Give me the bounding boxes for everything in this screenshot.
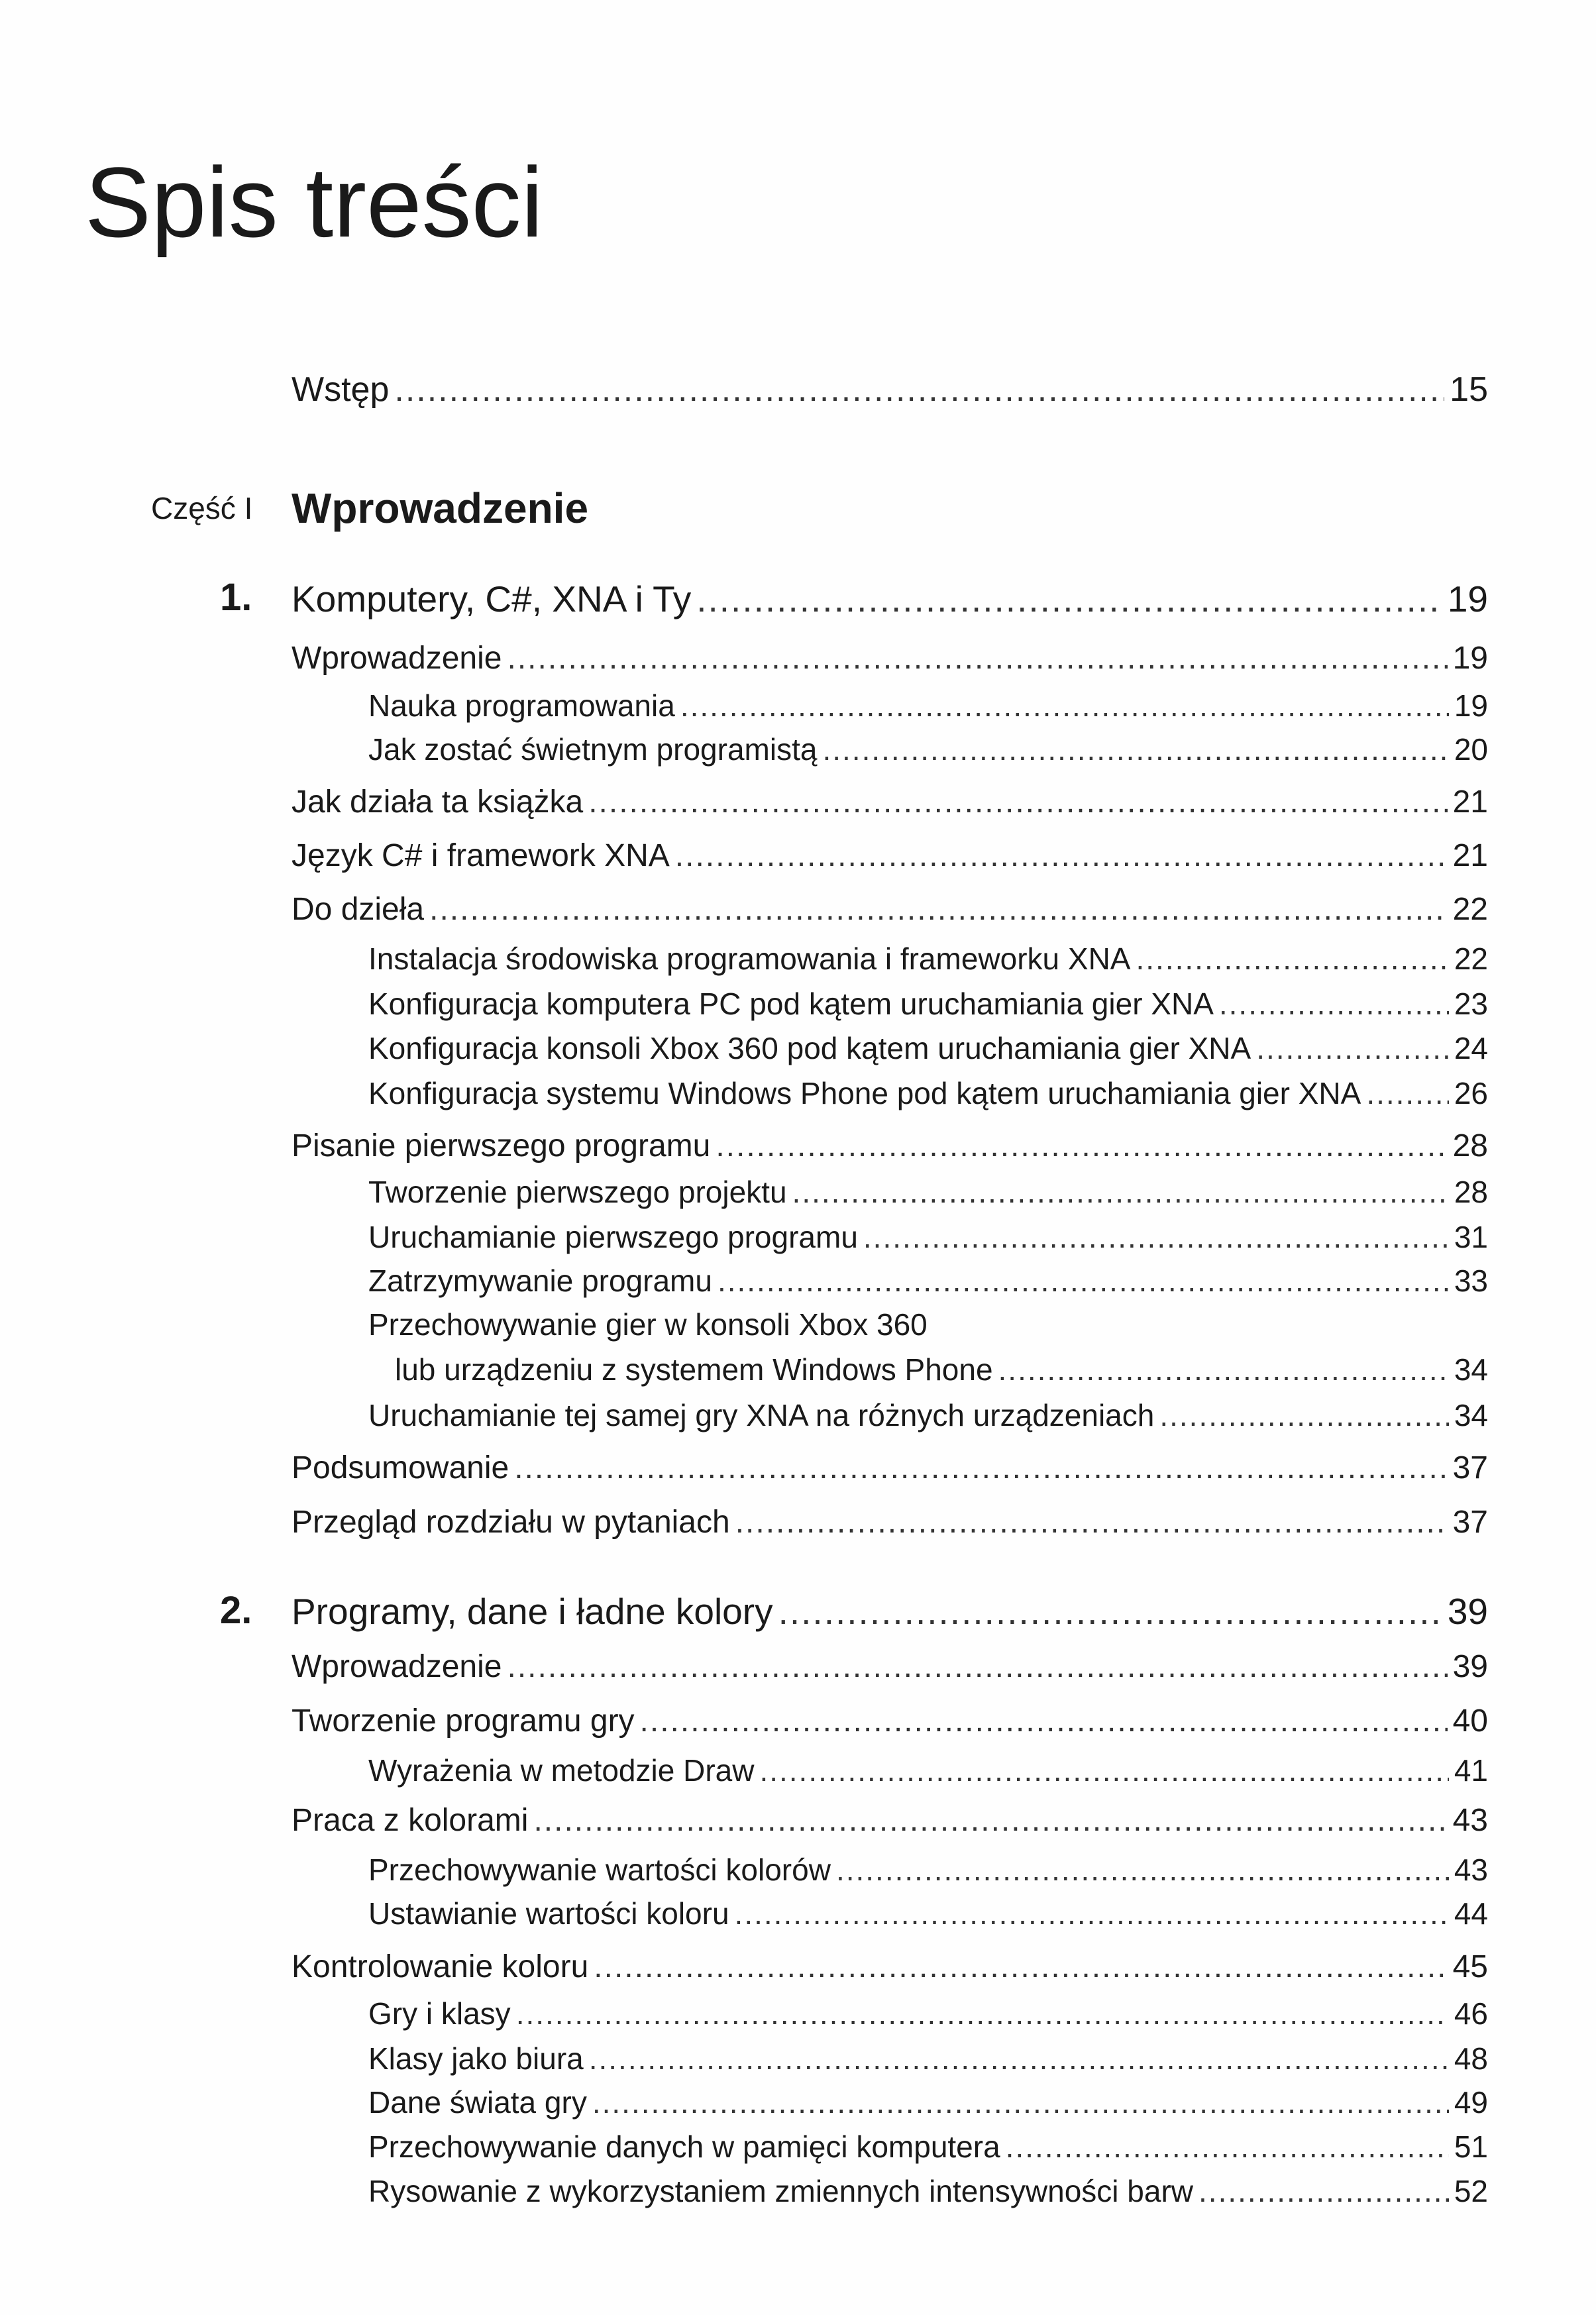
toc-page-number: 39: [1452, 1649, 1488, 1684]
leader-dots: [863, 1219, 1449, 1255]
toc-entry: [292, 837, 1488, 874]
leader-dots: [735, 1896, 1449, 1931]
chapter-number: 2.: [220, 1589, 252, 1632]
leader-dots: [675, 837, 1448, 874]
toc-label: Zatrzymywanie programu: [368, 1264, 712, 1298]
leader-dots: [759, 1752, 1448, 1788]
toc-page-number: 34: [1454, 1398, 1488, 1432]
toc-entry: [292, 1802, 1488, 1839]
toc-label: Przechowywanie danych w pamięci komputera: [368, 2129, 1000, 2164]
toc-page-number: 39: [1447, 1591, 1488, 1632]
part-label: Część I: [151, 491, 253, 525]
leader-dots: [998, 1352, 1449, 1387]
toc-page-number: 21: [1452, 838, 1488, 873]
toc-page-number: 24: [1454, 1031, 1488, 1065]
toc-page-number: 51: [1454, 2129, 1488, 2164]
leader-dots: [778, 1590, 1442, 1633]
leader-dots: [1006, 2129, 1449, 2165]
toc-label: Język C# i framework XNA: [292, 838, 670, 873]
toc-label: Do dzieła: [292, 892, 425, 927]
toc-label: Dane świata gry: [368, 2085, 587, 2120]
toc-page-number: 31: [1454, 1220, 1488, 1254]
toc-label: Instalacja środowiska programowania i frameworku XNA: [368, 942, 1131, 976]
toc-entry: [292, 891, 1488, 928]
toc-label: lub urządzeniu z systemem Windows Phone: [395, 1352, 993, 1387]
toc-entry: [292, 1648, 1488, 1685]
leader-dots: [1219, 986, 1449, 1022]
toc-label: Przechowywanie gier w konsoli Xbox 360: [368, 1307, 928, 1342]
toc-entry-front: [292, 370, 1488, 409]
toc-entry: [368, 1263, 1488, 1299]
leader-dots: [836, 1852, 1449, 1888]
toc-page-number: 37: [1452, 1505, 1488, 1540]
toc-page-number: 26: [1454, 1076, 1488, 1110]
toc-page-number: 34: [1454, 1352, 1488, 1387]
toc-label: Przechowywanie wartości kolorów: [368, 1853, 831, 1887]
chapter-title: Programy, dane i ładne kolory: [292, 1591, 773, 1632]
toc-entry: [368, 986, 1488, 1022]
toc-label: Tworzenie programu gry: [292, 1703, 635, 1739]
toc-page-number: 52: [1454, 2174, 1488, 2208]
toc-label: Konfiguracja komputera PC pod kątem uruchamiania gier XNA: [368, 987, 1214, 1021]
toc-entry: [395, 1352, 1488, 1387]
toc-entry: [368, 1075, 1488, 1111]
leader-dots: [1366, 1075, 1449, 1111]
leader-dots: [822, 731, 1448, 767]
toc-page-number: 37: [1452, 1450, 1488, 1485]
toc-entry: [368, 688, 1488, 724]
toc-entry: [292, 1450, 1488, 1486]
toc-entry: [368, 1219, 1488, 1255]
toc-page-number: 21: [1452, 784, 1488, 820]
chapter-title: Komputery, C#, XNA i Ty: [292, 578, 692, 619]
toc-entry: [368, 731, 1488, 767]
toc-entry: [368, 2084, 1488, 2120]
toc-label: Przegląd rozdziału w pytaniach: [292, 1505, 730, 1540]
toc-label: Praca z kolorami: [292, 1803, 529, 1838]
toc-label: Kontrolowanie koloru: [292, 1949, 589, 1984]
leader-dots: [1136, 941, 1448, 977]
leader-dots: [514, 1450, 1447, 1486]
toc-page-number: 20: [1454, 732, 1488, 767]
toc-page-number: 19: [1447, 578, 1488, 619]
toc-entry: [368, 2129, 1488, 2165]
leader-dots: [533, 1802, 1447, 1839]
toc-page-number: 44: [1454, 1896, 1488, 1931]
toc-entry: [368, 1896, 1488, 1931]
toc-page-number: 43: [1452, 1803, 1488, 1838]
leader-dots: [718, 1263, 1449, 1299]
toc-page-number: 22: [1454, 942, 1488, 976]
toc-entry: [368, 1852, 1488, 1888]
toc-label: Konfiguracja konsoli Xbox 360 pod kątem uruchamiania gier XNA: [368, 1031, 1251, 1065]
toc-entry: [368, 1397, 1488, 1433]
leader-dots: [594, 1949, 1447, 1985]
toc-label: Uruchamianie tej samej gry XNA na różnych urządzeniach: [368, 1398, 1155, 1432]
toc-entry: [292, 640, 1488, 676]
toc-page-number: 23: [1454, 987, 1488, 1021]
leader-dots: [1256, 1030, 1449, 1066]
toc-page-number: 28: [1452, 1128, 1488, 1163]
toc-page-number: 33: [1454, 1264, 1488, 1298]
leader-dots: [592, 2084, 1449, 2120]
leader-dots: [429, 891, 1448, 928]
toc-label: Gry i klasy: [368, 1996, 511, 2031]
toc-page-number: 45: [1452, 1949, 1488, 1984]
chapter-heading: [292, 1590, 1488, 1633]
toc-entry: [368, 1996, 1488, 2031]
chapter-heading: [292, 578, 1488, 620]
leader-dots: [716, 1128, 1447, 1164]
leader-dots: [680, 688, 1449, 724]
toc-page-number: 28: [1454, 1175, 1488, 1209]
toc-label: Podsumowanie: [292, 1450, 509, 1485]
toc-label: Wyrażenia w metodzie Draw: [368, 1753, 755, 1788]
leader-dots: [588, 784, 1447, 820]
toc-entry: [292, 1703, 1488, 1739]
toc-label: Jak zostać świetnym programistą: [368, 732, 818, 767]
leader-dots: [735, 1504, 1448, 1540]
toc-page-number: 43: [1454, 1853, 1488, 1887]
toc-page-number: 48: [1454, 2041, 1488, 2076]
toc-entry: [368, 2173, 1488, 2209]
toc-entry: [292, 1504, 1488, 1540]
leader-dots: [792, 1174, 1449, 1210]
toc-page-number: 22: [1452, 892, 1488, 927]
toc-label: Wprowadzenie: [292, 641, 502, 676]
leader-dots: [1159, 1397, 1448, 1433]
toc-page-number: 19: [1452, 641, 1488, 676]
toc-label: Rysowanie z wykorzystaniem zmiennych intensywności barw: [368, 2174, 1194, 2208]
toc-entry: [292, 1949, 1488, 1985]
toc-entry: [368, 941, 1488, 977]
toc-entry: [292, 1128, 1488, 1164]
leader-dots: [696, 578, 1442, 620]
toc-page-number: 19: [1454, 688, 1488, 723]
toc-label: Tworzenie pierwszego projektu: [368, 1175, 787, 1209]
toc-label: Klasy jako biura: [368, 2041, 584, 2076]
toc-page-number: 40: [1452, 1703, 1488, 1739]
leader-dots: [394, 370, 1444, 409]
toc-page-number: 15: [1450, 370, 1488, 409]
leader-dots: [507, 640, 1447, 676]
toc-label: Wprowadzenie: [292, 1649, 502, 1684]
toc-label: Konfiguracja systemu Windows Phone pod kątem uruchamiania gier XNA: [368, 1076, 1361, 1110]
toc-page-number: 46: [1454, 1996, 1488, 2031]
toc-entry: [368, 1752, 1488, 1788]
toc-label: Uruchamianie pierwszego programu: [368, 1220, 858, 1254]
toc-label: Ustawianie wartości koloru: [368, 1896, 729, 1931]
toc-label: Wstęp: [292, 370, 390, 409]
toc-entry: [368, 1174, 1488, 1210]
leader-dots: [1198, 2173, 1449, 2209]
toc-label: Pisanie pierwszego programu: [292, 1128, 711, 1163]
toc-page-number: 41: [1454, 1753, 1488, 1788]
toc-label: Jak działa ta książka: [292, 784, 584, 820]
part-title: Wprowadzenie: [292, 484, 589, 532]
leader-dots: [640, 1703, 1448, 1739]
page-title: Spis treści: [85, 146, 543, 258]
toc-entry: [292, 784, 1488, 820]
toc-page-number: 49: [1454, 2085, 1488, 2120]
leader-dots: [507, 1648, 1447, 1685]
toc-entry: [368, 2041, 1488, 2076]
toc-entry: [368, 1030, 1488, 1066]
leader-dots: [589, 2041, 1449, 2076]
toc-label: Nauka programowania: [368, 688, 675, 723]
chapter-number: 1.: [220, 576, 252, 619]
leader-dots: [516, 1996, 1449, 2031]
